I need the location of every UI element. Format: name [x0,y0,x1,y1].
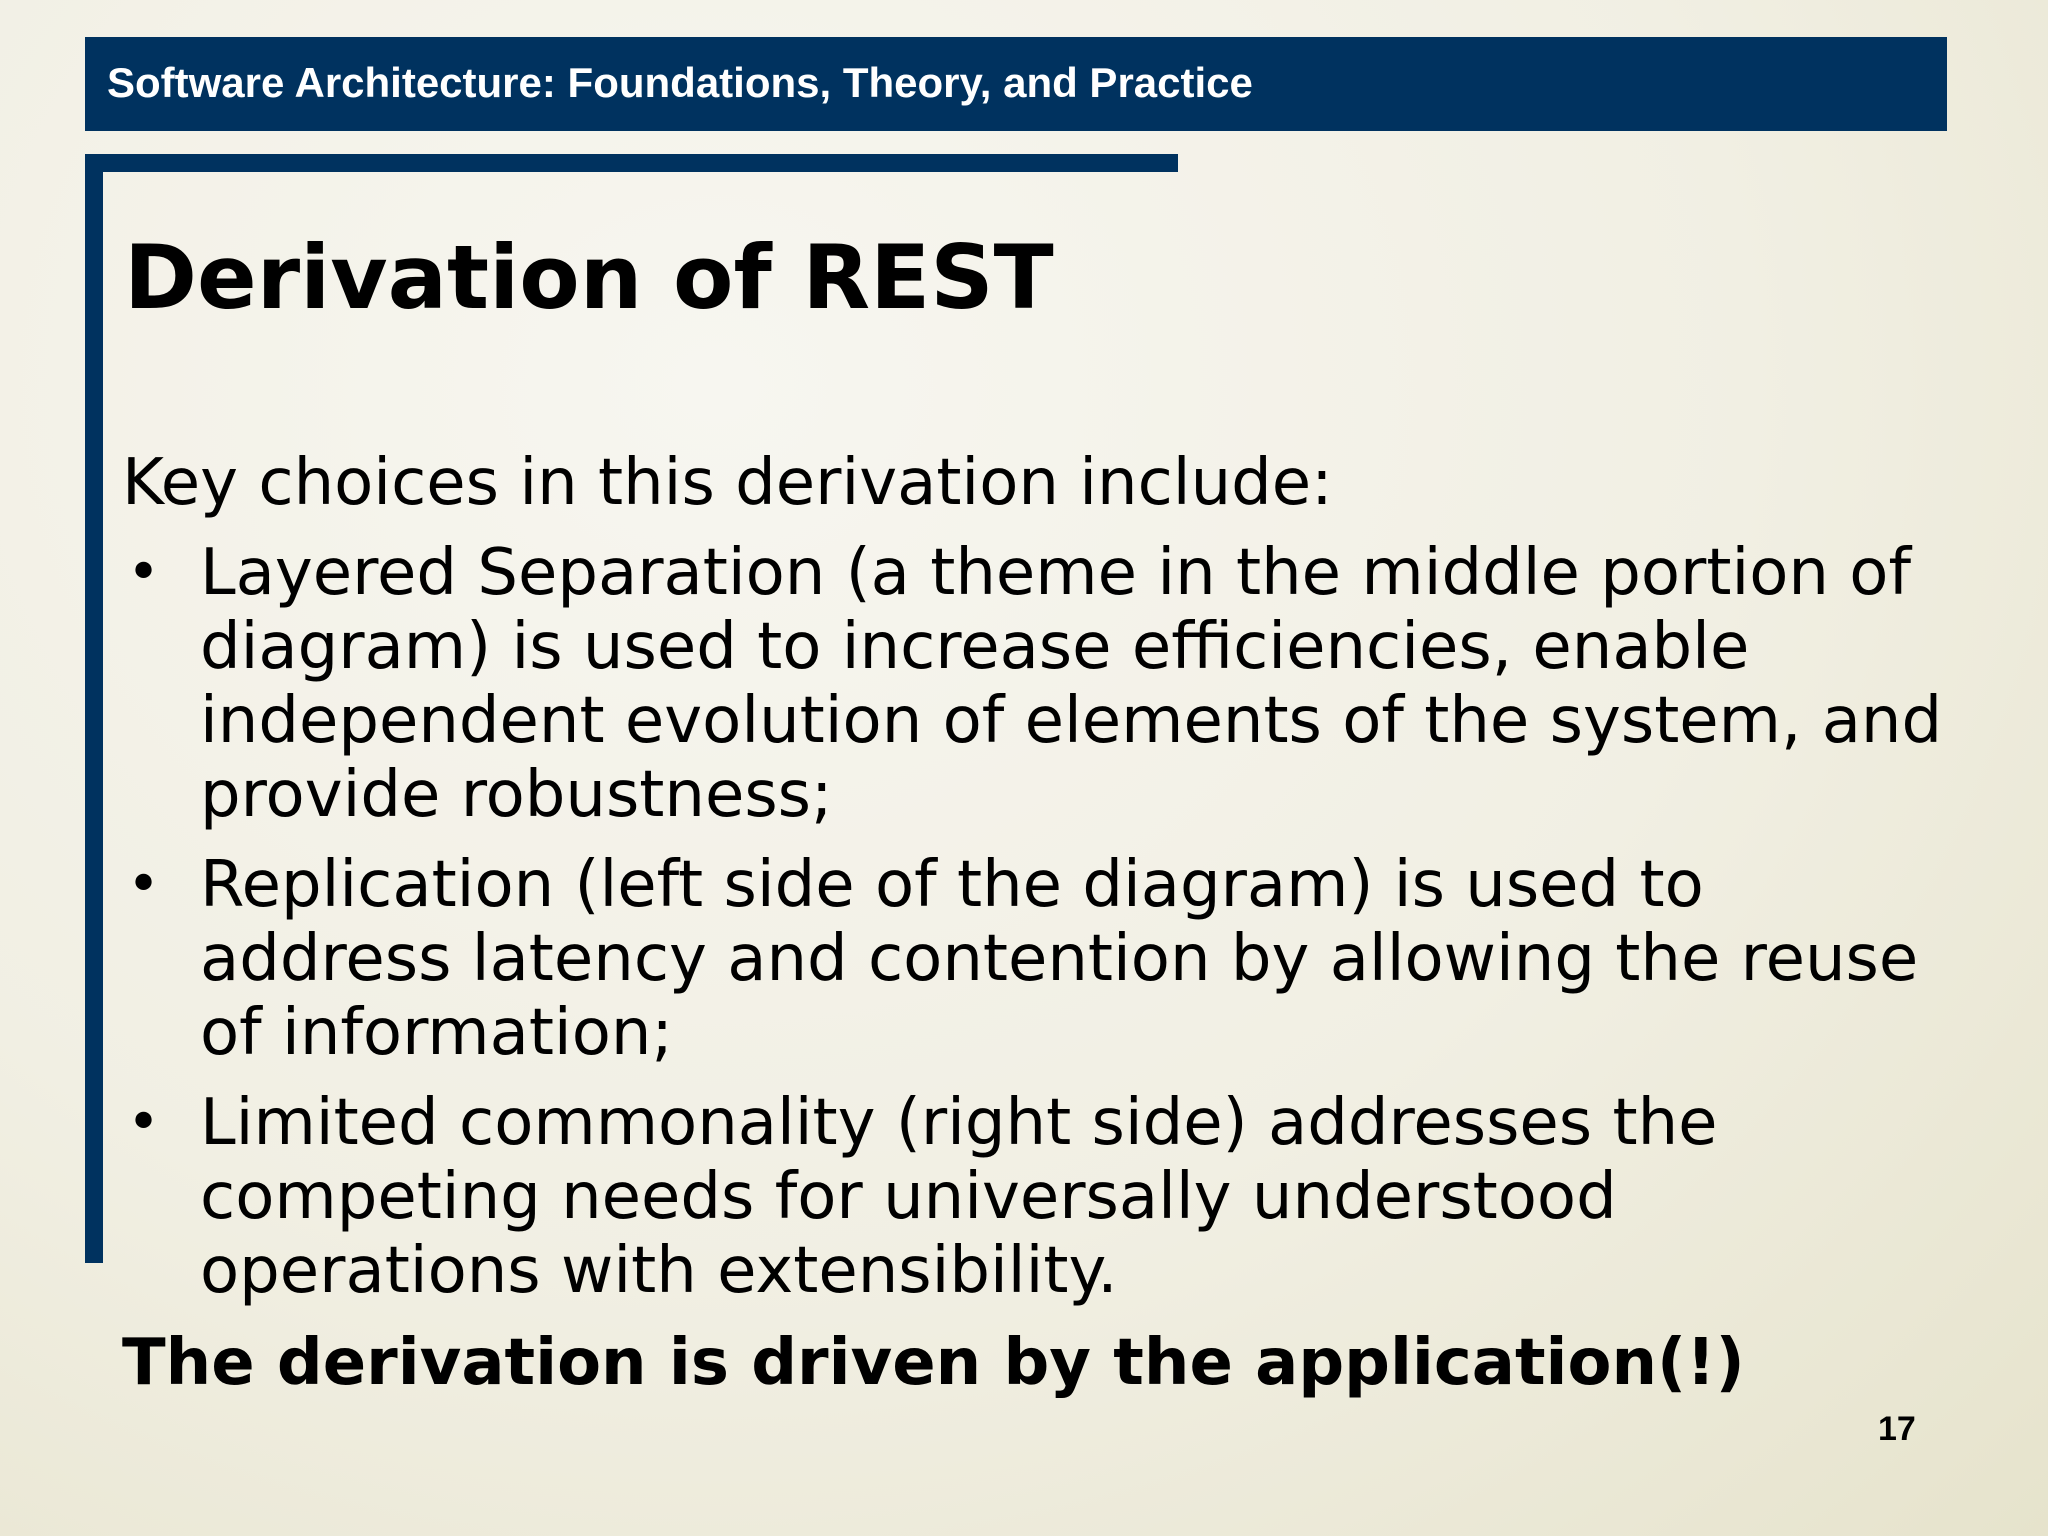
intro-text: Key choices in this derivation include: [122,446,1333,520]
bullet-icon: • [127,852,161,917]
conclusion-text: The derivation is driven by the application(!) [122,1326,1745,1400]
bullet-text: Limited commonality (right side) addresses the competing needs for universally understood operations with extensibility. [200,1086,1718,1308]
bullet-text: Layered Separation (a theme in the middle portion of diagram) is used to increase efficiencies, enable independent evolution of elements of the system, and provide robustness; [200,536,1943,832]
page-number: 17 [1878,1410,1916,1448]
bullet-item [122,848,1952,1070]
bullet-item [122,1086,1952,1308]
bullet-icon: • [127,540,161,605]
bullet-text: Replication (left side of the diagram) is used to address latency and contention by allowing the reuse of information; [200,848,1919,1070]
slide-title: Derivation of REST [124,226,1054,329]
bullet-icon: • [127,1090,161,1155]
course-title: Software Architecture: Foundations, Theory, and Practice [107,59,1253,106]
accent-line-left [85,154,103,1263]
bullet-list [122,536,1952,1308]
bullet-item [122,536,1952,832]
header-bar [85,37,1947,131]
slide-body [122,446,1952,1400]
accent-line-top [85,154,1178,172]
